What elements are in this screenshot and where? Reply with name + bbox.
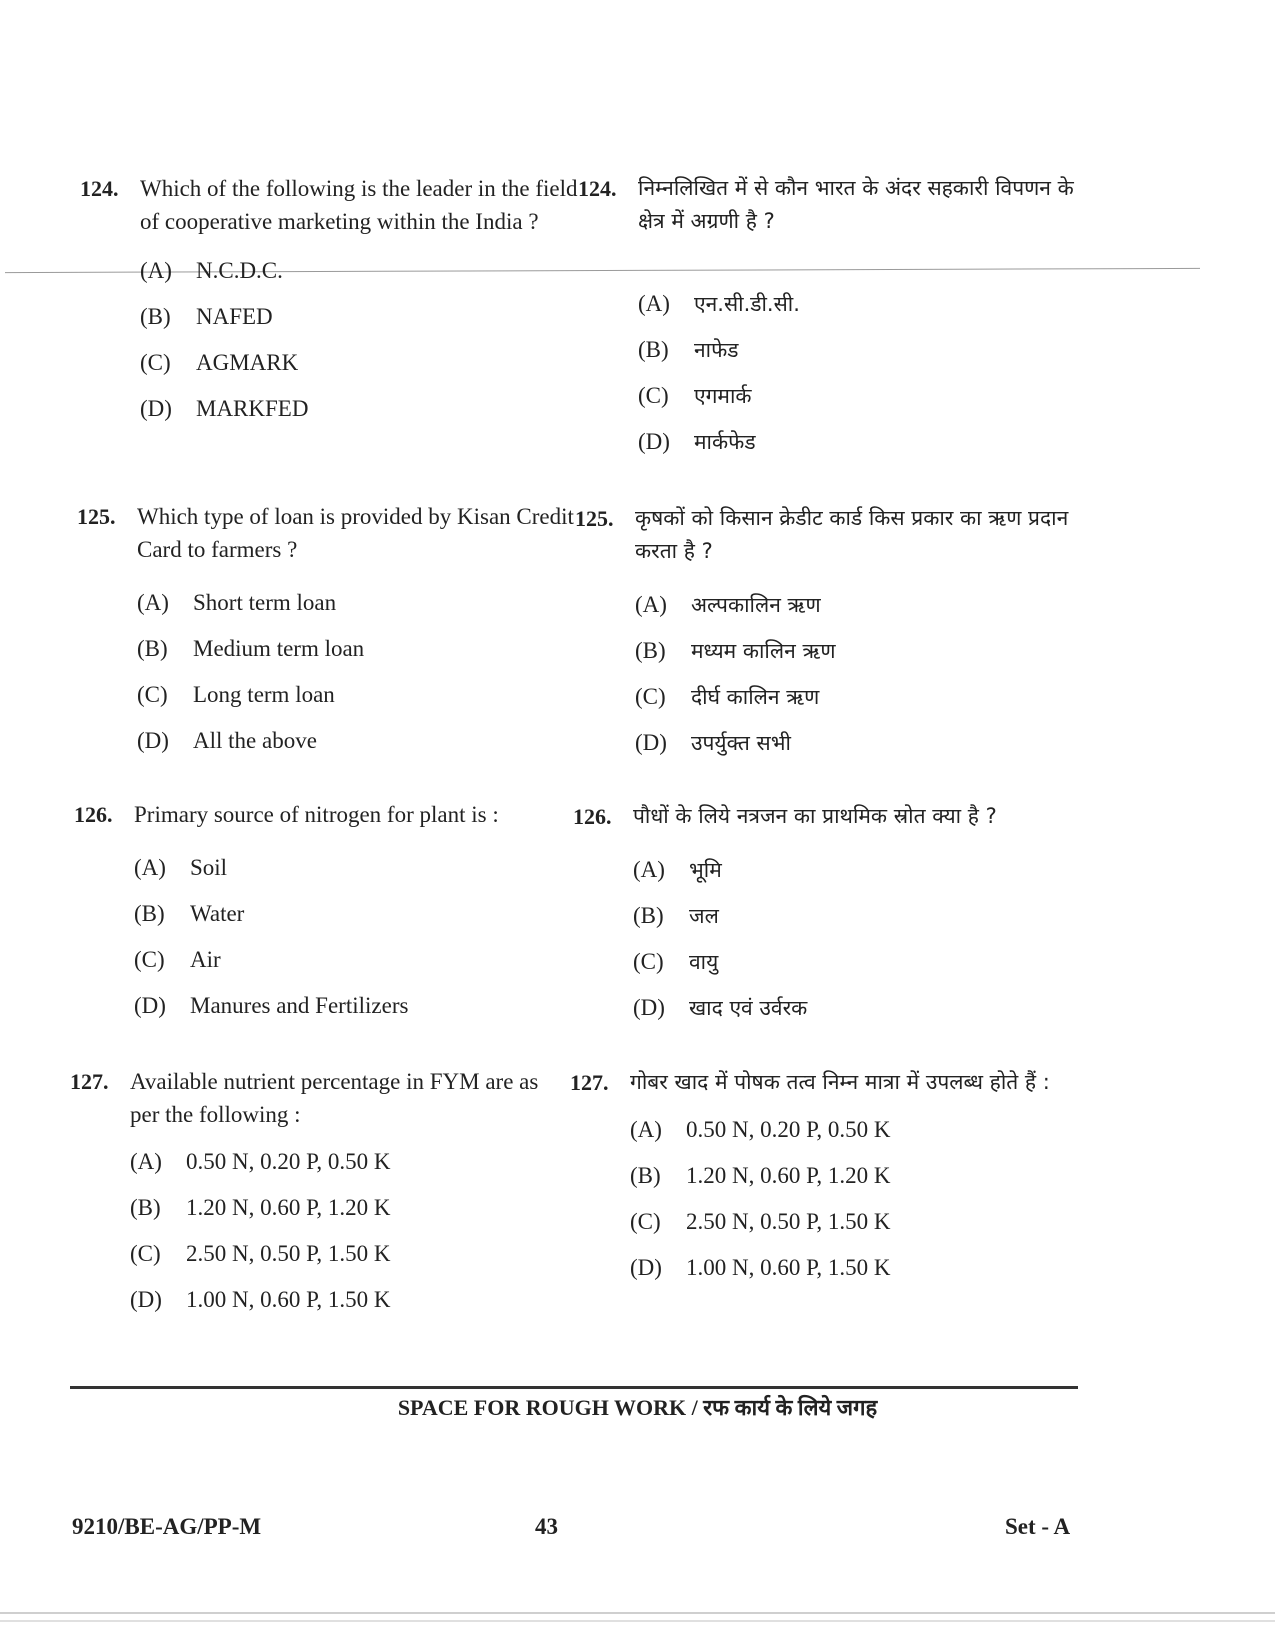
option-text: Water: [190, 901, 245, 926]
option-key: (C): [130, 1241, 161, 1266]
question-126-en: [74, 798, 574, 1029]
option-b: [134, 891, 574, 937]
rough-work-heading: SPACE FOR ROUGH WORK / रफ कार्य के लिये जगह: [397, 1395, 878, 1420]
option-c: [635, 674, 1075, 720]
question-text: Which type of loan is provided by Kisan Credit Card to farmers ?: [137, 504, 574, 562]
option-text: भूमि: [689, 858, 722, 882]
option-key: (D): [140, 396, 172, 421]
option-d: [630, 1245, 1070, 1291]
option-a: [633, 847, 1073, 893]
option-text: मार्कफेड: [694, 430, 756, 454]
question-number: 125.: [77, 504, 116, 529]
option-a: [137, 580, 577, 626]
option-a: [130, 1139, 570, 1185]
question-126-hi: [573, 800, 1073, 1031]
option-d: [140, 386, 580, 432]
option-key: (B): [130, 1195, 161, 1220]
option-key: (D): [134, 993, 166, 1018]
option-key: (C): [633, 949, 664, 974]
option-text: एन.सी.डी.सी.: [694, 292, 800, 316]
option-key: (C): [134, 947, 165, 972]
option-key: (A): [635, 592, 667, 617]
question-127-en: [70, 1065, 570, 1323]
option-text: AGMARK: [196, 350, 299, 375]
option-text: MARKFED: [196, 396, 309, 421]
question-number: 124.: [80, 176, 119, 201]
rough-work-divider: [70, 1386, 1078, 1389]
option-c: [140, 340, 580, 386]
option-text: वायु: [689, 950, 719, 974]
option-text: Medium term loan: [193, 636, 365, 661]
option-c: [630, 1199, 1070, 1245]
option-key: (D): [633, 995, 665, 1020]
question-number: 125.: [575, 506, 614, 531]
paper-code: 9210/BE-AG/PP-M: [72, 1514, 262, 1539]
question-number: 127.: [570, 1070, 609, 1095]
option-key: (A): [633, 857, 665, 882]
question-124-en: [80, 172, 580, 432]
option-d: [638, 419, 1078, 465]
option-a: [134, 845, 574, 891]
option-b: [635, 628, 1075, 674]
option-key: (C): [635, 684, 666, 709]
option-text: 1.00 N, 0.60 P, 1.50 K: [186, 1287, 391, 1312]
option-key: (A): [630, 1117, 662, 1142]
question-text: Available nutrient percentage in FYM are as per the following :: [130, 1069, 539, 1127]
option-text: उपर्युक्त सभी: [691, 731, 791, 755]
option-d: [635, 720, 1075, 766]
option-c: [633, 939, 1073, 985]
option-b: [137, 626, 577, 672]
option-text: खाद एवं उर्वरक: [689, 996, 808, 1020]
option-b: [638, 327, 1078, 373]
question-number: 124.: [578, 176, 617, 201]
option-key: (B): [140, 304, 171, 329]
option-key: (B): [134, 901, 165, 926]
page-number: 43: [535, 1514, 558, 1539]
question-124-hi: [578, 172, 1078, 465]
option-text: Soil: [190, 855, 228, 880]
question-text: कृषकों को किसान क्रेडीट कार्ड किस प्रकार का ऋण प्रदान करता है ?: [635, 506, 1069, 563]
option-b: [630, 1153, 1070, 1199]
option-key: (C): [638, 383, 669, 408]
option-text: अल्पकालिन ऋण: [691, 593, 821, 617]
option-key: (D): [635, 730, 667, 755]
option-key: (A): [140, 258, 172, 283]
option-key: (C): [137, 682, 168, 707]
question-number: 126.: [573, 804, 612, 829]
scan-edge: [0, 1620, 1275, 1622]
option-key: (C): [630, 1209, 661, 1234]
option-b: [140, 294, 580, 340]
scan-edge: [0, 1612, 1275, 1614]
option-key: (B): [137, 636, 168, 661]
option-key: (D): [630, 1255, 662, 1280]
option-text: जल: [689, 904, 719, 928]
option-text: Long term loan: [193, 682, 335, 707]
set-label: Set - A: [1005, 1514, 1071, 1539]
option-key: (B): [633, 903, 664, 928]
option-key: (B): [635, 638, 666, 663]
option-text: 1.00 N, 0.60 P, 1.50 K: [686, 1255, 891, 1280]
question-125-en: [77, 500, 577, 764]
option-key: (C): [140, 350, 171, 375]
option-c: [638, 373, 1078, 419]
option-c: [130, 1231, 570, 1277]
option-key: (D): [130, 1287, 162, 1312]
option-key: (A): [130, 1149, 162, 1174]
question-text: निम्नलिखित में से कौन भारत के अंदर सहकारी विपणन के क्षेत्र में अग्रणी है ?: [638, 176, 1074, 233]
option-text: 1.20 N, 0.60 P, 1.20 K: [686, 1163, 891, 1188]
option-d: [633, 985, 1073, 1031]
option-key: (B): [630, 1163, 661, 1188]
option-text: Manures and Fertilizers: [190, 993, 409, 1018]
option-b: [130, 1185, 570, 1231]
option-d: [130, 1277, 570, 1323]
option-text: NAFED: [196, 304, 273, 329]
option-text: Air: [190, 947, 221, 972]
option-text: नाफेड: [694, 338, 739, 362]
question-text: Which of the following is the leader in the field of cooperative marketing within the India ?: [140, 176, 578, 234]
question-number: 127.: [70, 1069, 109, 1094]
option-text: All the above: [193, 728, 317, 753]
option-text: 1.20 N, 0.60 P, 1.20 K: [186, 1195, 391, 1220]
option-text: 0.50 N, 0.20 P, 0.50 K: [686, 1117, 891, 1142]
option-key: (A): [638, 291, 670, 316]
option-text: N.C.D.C.: [196, 258, 283, 283]
option-a: [635, 582, 1075, 628]
option-a: [630, 1107, 1070, 1153]
option-text: 2.50 N, 0.50 P, 1.50 K: [686, 1209, 891, 1234]
option-text: 0.50 N, 0.20 P, 0.50 K: [186, 1149, 391, 1174]
option-key: (A): [137, 590, 169, 615]
option-text: दीर्घ कालिन ऋण: [691, 685, 820, 709]
question-127-hi: [570, 1066, 1070, 1291]
option-a: [638, 281, 1078, 327]
question-text: पौधों के लिये नत्रजन का प्राथमिक स्रोत क्या है ?: [633, 804, 997, 828]
option-key: (A): [134, 855, 166, 880]
question-number: 126.: [74, 802, 113, 827]
option-text: Short term loan: [193, 590, 337, 615]
question-125-hi: [575, 502, 1075, 766]
option-text: मध्यम कालिन ऋण: [691, 639, 836, 663]
option-d: [134, 983, 574, 1029]
option-d: [137, 718, 577, 764]
option-b: [633, 893, 1073, 939]
option-text: एगमार्क: [694, 384, 752, 408]
option-c: [137, 672, 577, 718]
option-a: [140, 248, 580, 294]
option-c: [134, 937, 574, 983]
option-text: 2.50 N, 0.50 P, 1.50 K: [186, 1241, 391, 1266]
option-key: (D): [638, 429, 670, 454]
question-text: Primary source of nitrogen for plant is :: [134, 802, 499, 827]
option-key: (D): [137, 728, 169, 753]
option-key: (B): [638, 337, 669, 362]
question-text: गोबर खाद में पोषक तत्व निम्न मात्रा में उपलब्ध होते हैं :: [630, 1070, 1050, 1094]
